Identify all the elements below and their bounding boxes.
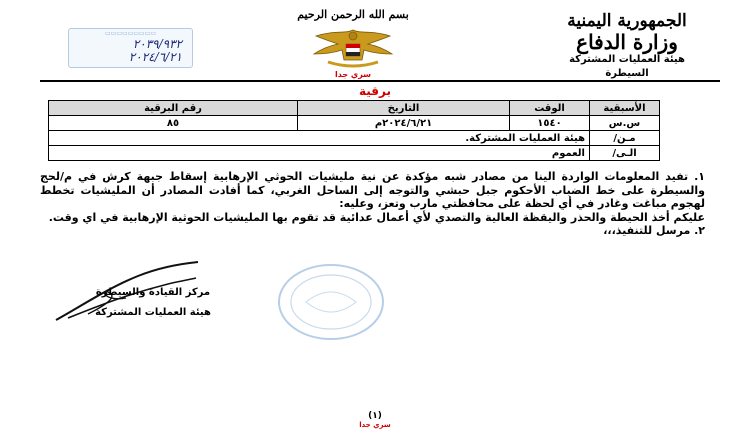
incoming-stamp xyxy=(68,28,193,68)
org-line-ministry: وزارة الدفاع xyxy=(576,30,678,54)
body-item-1: ١. تفيد المعلومات الواردة الينا من مصادر شبه مؤكدة عن نية مليشيات الحوثي الإرهابية إسقاط جبهة كرش في م/لحج والسيطرة على خط الضباب الأحكوم جبل حبشي والتوجه إلى الساحل الغربي، كما أفادت المصادر أن المليشيات تخطط لهجوم مباغت وغادر في أي لحظة على محافظتي مارب وتعز، وعليه: xyxy=(40,170,705,211)
header-cable-number: رقم البرقية xyxy=(49,101,298,116)
header-priority: الأسبقية xyxy=(590,101,660,116)
signature-line-2: هيئة العمليات المشتركة xyxy=(95,307,211,318)
cable-header-row xyxy=(49,101,660,116)
cable-value-row xyxy=(49,116,660,131)
stamp-header: ▭▭▭▭▭▭▭▭▭ xyxy=(104,30,157,37)
classification-bottom: سري جدا xyxy=(359,421,391,429)
value-cable-number: ٨٥ xyxy=(49,116,298,131)
value-date: ٢٠٢٤/٦/٢١م xyxy=(298,116,510,131)
page-number: (١) xyxy=(368,411,382,421)
from-label: مـن/ xyxy=(590,131,660,146)
basmala: بسم الله الرحمن الرحيم xyxy=(297,8,409,21)
header-divider xyxy=(40,80,720,82)
document-title: برقية xyxy=(358,84,391,98)
to-row xyxy=(49,146,660,161)
ministry-header xyxy=(522,12,732,80)
from-row xyxy=(49,131,660,146)
to-label: الـى/ xyxy=(590,146,660,161)
emblem-block xyxy=(278,8,428,79)
cable-body xyxy=(40,170,705,238)
org-line-republic: الجمهورية اليمنية xyxy=(567,11,687,31)
to-value: العموم xyxy=(49,146,590,161)
cable-table xyxy=(48,100,660,161)
body-instruction: عليكم أخذ الحيطة والحذر واليقظة العالية والتصدي لأي أعمال عدائية قد تقوم بها المليشيات الحوثية الإرهابية في اي وقت. xyxy=(48,210,705,224)
body-item-2: ٢. مرسل للتنفيذ،،، xyxy=(603,224,705,238)
signature-line-1: مركز القيادة والسيطرة xyxy=(95,287,211,298)
org-line-control: السيطرة xyxy=(605,68,649,79)
header-date: التاريخ xyxy=(298,101,510,116)
from-value: هيئة العمليات المشتركة. xyxy=(49,131,590,146)
signature-block xyxy=(88,283,218,323)
org-line-authority: هيئة العمليات المشتركة xyxy=(569,54,685,65)
eagle-emblem-icon xyxy=(308,24,398,70)
value-time: ١٥٤٠ xyxy=(510,116,590,131)
classification-top: سري جدا xyxy=(334,70,372,79)
official-round-stamp-icon xyxy=(276,262,386,342)
header-time: الوقت xyxy=(510,101,590,116)
value-priority: س.س xyxy=(590,116,660,131)
stamp-handwriting-number: ٢٠٣٩/٩٣٢ xyxy=(132,37,182,51)
stamp-handwriting-date: ٢٠٢٤/٦/٢١ xyxy=(128,50,182,64)
